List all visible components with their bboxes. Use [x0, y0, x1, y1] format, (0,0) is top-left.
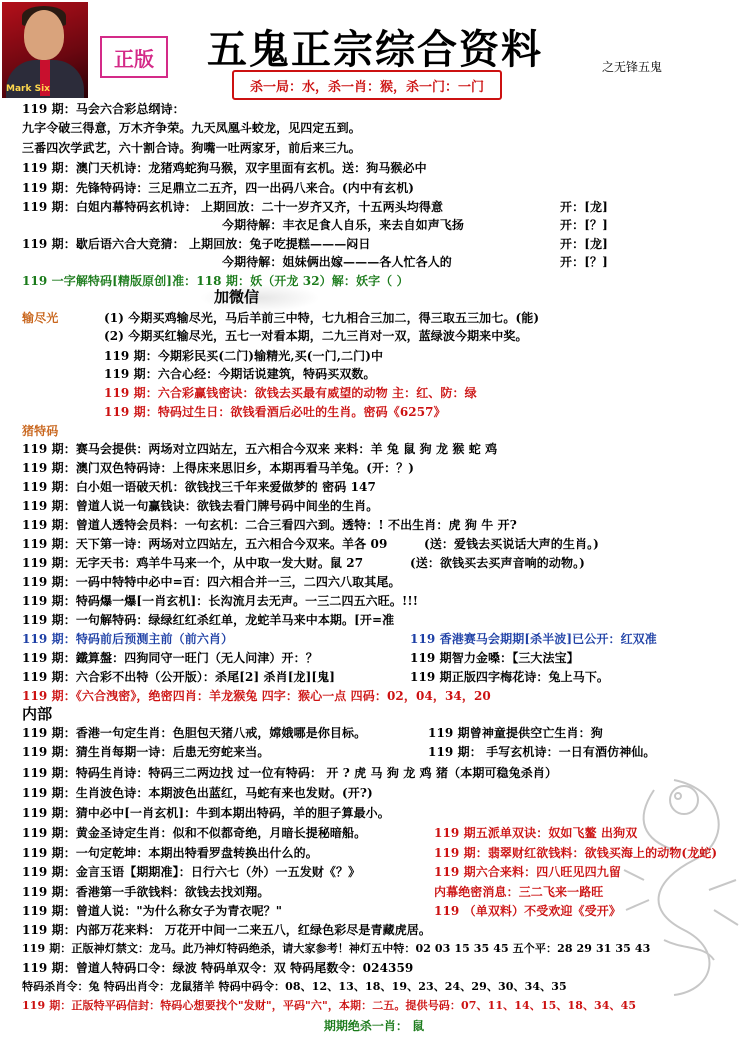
text-line: 119 期五派单双诀：奴如飞鳌 出狗双	[434, 826, 638, 840]
text-line: 119 期：香港第一手欲钱料：欲钱去找刘翔。	[22, 885, 270, 899]
text-line: 开：[？]	[560, 218, 608, 232]
page-title: 五鬼正宗综合资料	[207, 26, 543, 73]
text-line: (送：欲钱买去买声音响的动物。)	[410, 556, 585, 570]
text-line: 119 期智力金嗓：【三大法宝】	[410, 651, 579, 665]
section-label: 输尽光	[22, 311, 59, 325]
text-line: 119 期：特码爆一爆[一肖玄机]：长沟流月去无声。一三二四五六旺。!!!	[22, 594, 419, 608]
text-line: 119 期：翡翠财红欲钱料：欲钱买海上的动物(龙蛇)	[434, 846, 718, 860]
text-line: 119 期：一句定乾坤：本期出特看罗盘转换出什么的。	[22, 846, 318, 860]
text-line: 119 期曾神童提供空亡生肖：狗	[428, 726, 603, 740]
text-line: 119 期：正版神灯禁文：龙马。此乃神灯特码绝杀，请大家参考！神灯五中特：02 03 15 35 45 五个平：28 29 31 35 43	[22, 942, 651, 955]
text-line: 119 期：白姐内幕特码玄机诗： 上期回放：二十一岁齐又齐，十五两头均得意	[22, 200, 444, 214]
text-line: 119 期：一码中特特中必中=百：四六相合并一三，二四六八取其尾。	[22, 575, 401, 589]
text-line: 119 期：一句解特码：绿绿红红杀红单，龙蛇羊马来中本期。[开=准	[22, 613, 395, 627]
text-line: 119 期：曾道人透特会员料：一句玄机：二合三看四六到。透特：! 不出生肖：虎 狗 牛 开?	[22, 518, 517, 532]
text-line: 开：[龙]	[560, 237, 608, 251]
text-line: 119 期：《六合洩密》，绝密四肖：羊龙猴兔 四字：猴心一点 四码：02，04，34，20	[22, 689, 491, 703]
seal-decoration: 加微信	[200, 284, 320, 312]
author-label: 之无锋五鬼	[602, 60, 663, 74]
text-line: 119 期：特码前后预测主前（前六肖）	[22, 632, 234, 646]
text-line: 特码杀肖令：兔 特码出肖令：龙鼠猪羊 特码中码令：08、12、13、18、19、23、24、29、30、34、35	[22, 980, 567, 993]
text-line: 119 期：澳门双色特码诗：上得床来思旧乡，本期再看马羊兔。(开：？)	[22, 461, 415, 475]
section-label: 猪特码	[22, 424, 59, 438]
text-line: 119 一字解特码[精版原创]准：118 期：妖（开龙 32）解：妖字（ ）	[22, 274, 409, 288]
text-line: 119 期：鐵算盤：四狗同守一旺门（无人问津）开：？	[22, 651, 318, 665]
text-line: (1) 今期买鸡输尽光，马后羊前三中特，七九相合三加二，得三取五三加七。(能)	[104, 311, 540, 325]
text-line: 119 期：曾道人特码口令：绿波 特码单双令：双 特码尾数令：024359	[22, 961, 414, 975]
text-line: 119 香港赛马会期期[杀半波]已公开：红双准	[410, 632, 657, 646]
text-line: 119 期：六合心经：今期话说建筑，特码买双数。	[104, 367, 376, 381]
avatar-mark: Mark Six	[6, 84, 50, 94]
text-line: 119 期：正版特平码信封：特码心想要找个"发财"，平码"六"，本期：二五。提供号码：07、11、14、15、18、34、45	[22, 999, 637, 1012]
text-line: 内幕绝密消息：三二飞来一路旺	[434, 885, 604, 899]
dragon-watermark-icon	[614, 760, 744, 1000]
text-line: 119 期：黄金圣诗定生肖：似和不似都奇绝，月暗长提秘暗船。	[22, 826, 367, 840]
text-line: 开：[？]	[560, 255, 608, 269]
text-line: 119 期：马会六合彩总纲诗：	[22, 102, 185, 116]
text-line: 119 期：今期彩民买(二门)输精光,买(一门,二门)中	[104, 349, 384, 363]
text-line: (2) 今期买红输尽光，五七一对看本期，二九三肖对一双，蓝绿波今期来中奖。	[104, 329, 528, 343]
text-line: 119 期：内部万花来料： 万花开中间一二来五八，红绿色彩尽是青藏虎居。	[22, 923, 432, 937]
text-line: 119 期： 手写玄机诗：一日有酒仿神仙。	[428, 745, 656, 759]
text-line: 119 期：白小姐一语破天机：欲钱找三千年来爱做梦的 密码 147	[22, 480, 376, 494]
text-line: 119 期：猜中必中[一肖玄机]：牛到本期出特码，羊的胆子算最小。	[22, 806, 390, 820]
text-line: 119 期：六合彩赢钱密诀：欲钱去买最有威望的动物 主：红、防：绿	[104, 386, 477, 400]
text-line: 119 期：天下第一诗：两场对立四站左，五六相合今双来。羊各 09	[22, 537, 388, 551]
footer-line: 期期绝杀一肖： 鼠	[323, 1019, 425, 1033]
text-line: 119 期：无字天书：鸡羊牛马来一个，从中取一发大财。鼠 27	[22, 556, 364, 570]
text-line: 119 期：澳门天机诗：龙猪鸡蛇狗马猴，双字里面有玄机。送：狗马猴必中	[22, 161, 427, 175]
text-line: 119 期：猜生肖每期一诗：后患无穷蛇来当。	[22, 745, 270, 759]
text-line: 开：[龙]	[560, 200, 608, 214]
text-line: 119 期：歇后语六合大竞猜： 上期回放：兔子吃提糕———闷日	[22, 237, 371, 251]
genuine-badge: 正版	[100, 36, 168, 78]
text-line: 今期待解：丰衣足食人自乐，来去自如声飞扬	[222, 218, 465, 232]
text-line: (送：爱钱去买说话大声的生肖。)	[424, 537, 599, 551]
section-label: 内部	[22, 705, 53, 723]
text-line: 119 期：先锋特码诗：三足鼎立二五齐，四一出码八来合。(内中有玄机)	[22, 181, 415, 195]
text-line: 119 （单双料）不受欢迎《受开》	[434, 904, 621, 918]
text-line: 119 期六合来料：四八旺见四九留	[434, 865, 621, 879]
slogan-box: 杀一局：水，杀一肖：猴，杀一门：一门	[232, 70, 502, 100]
text-line: 119 期：曾道人说："为什么称女子为青衣呢？"	[22, 904, 283, 918]
text-line: 119 期：曾道人说一句赢钱诀：欲钱去看门牌号码中间坐的生肖。	[22, 499, 379, 513]
text-line: 119 期：香港一句定生肖：色胆包天猪八戒，嫦娥哪是你目标。	[22, 726, 367, 740]
text-line: 119 期正版四字梅花诗：兔上马下。	[410, 670, 610, 684]
text-line: 九字令破三得意，万木齐争荣。九天凤凰斗蛟龙，见四定五到。	[22, 121, 361, 135]
text-line: 119 期：特码过生日：欲钱看酒后必吐的生肖。密码《6257》	[104, 405, 446, 419]
avatar	[2, 2, 88, 98]
text-line: 三番四次学武艺，六十割合诗。狗嘴一吐两家牙，前后来三九。	[22, 141, 361, 155]
text-line: 今期待解：姐妹俩出嫁———各人忙各人的	[222, 255, 452, 269]
text-line: 119 期：金言玉语【期期准】：日行六七（外）一五发财《？》	[22, 865, 361, 879]
text-line: 119 期：特码生肖诗：特码三二两边找 过一位有特码： 开 ? 虎 马 狗 龙 鸡 猪（本期可稳兔杀肖）	[22, 766, 558, 780]
text-line: 119 期：生肖波色诗：本期波色出蓝红，马蛇有来也发财。(开?)	[22, 786, 373, 800]
text-line: 119 期：赛马会提供：两场对立四站左，五六相合今双来 来料：羊 兔 鼠 狗 龙 猴 蛇 鸡	[22, 442, 498, 456]
text-line: 119 期：六合彩不出特（公开版）：杀尾[2] 杀肖[龙][鬼]	[22, 670, 336, 684]
